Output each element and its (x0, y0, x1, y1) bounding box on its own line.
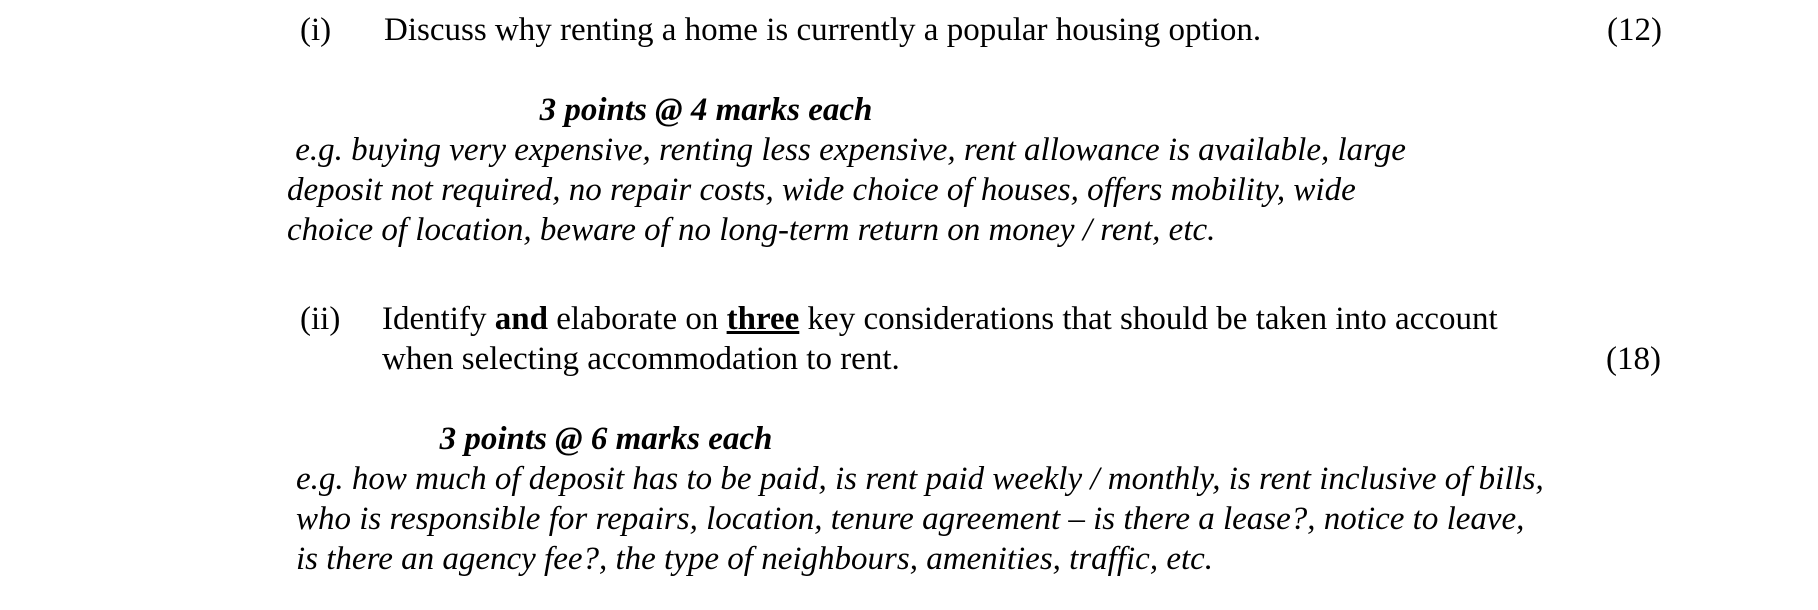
question-1-number: (i) (300, 12, 332, 48)
question-2-text-part: key considerations that should be taken into account (799, 301, 1498, 337)
question-2-example-line: who is responsible for repairs, location, tenure agreement – is there a lease?, notice to leave, (296, 501, 1525, 537)
question-2-example-line: is there an agency fee?, the type of neighbours, amenities, traffic, etc. (296, 541, 1214, 577)
question-2-example-line: e.g. how much of deposit has to be paid, is rent paid weekly / monthly, is rent inclusive of bills, (296, 461, 1544, 497)
question-2-text-part: elaborate on (547, 301, 727, 337)
question-2-text-part: Identify (382, 301, 495, 337)
question-2-text-underlined: three (726, 301, 800, 337)
question-1-text: Discuss why renting a home is currently a popular housing option. (384, 12, 1262, 48)
question-1-allocation: 3 points @ 4 marks each (539, 92, 873, 128)
question-1-marks: (12) (1607, 12, 1662, 48)
question-2-allocation: 3 points @ 6 marks each (439, 421, 773, 457)
question-2-text-line2: when selecting accommodation to rent. (382, 341, 900, 377)
question-2-text (382, 299, 1498, 339)
question-1-example-line: deposit not required, no repair costs, wide choice of houses, offers mobility, wide (287, 172, 1356, 208)
question-2-text-bold: and (494, 301, 548, 337)
question-1-example-line: e.g. buying very expensive, renting less expensive, rent allowance is available, large (287, 132, 1406, 168)
question-2-number: (ii) (300, 301, 341, 337)
question-1-example-line: choice of location, beware of no long-term return on money / rent, etc. (287, 212, 1216, 248)
question-2-marks: (18) (1606, 341, 1661, 377)
